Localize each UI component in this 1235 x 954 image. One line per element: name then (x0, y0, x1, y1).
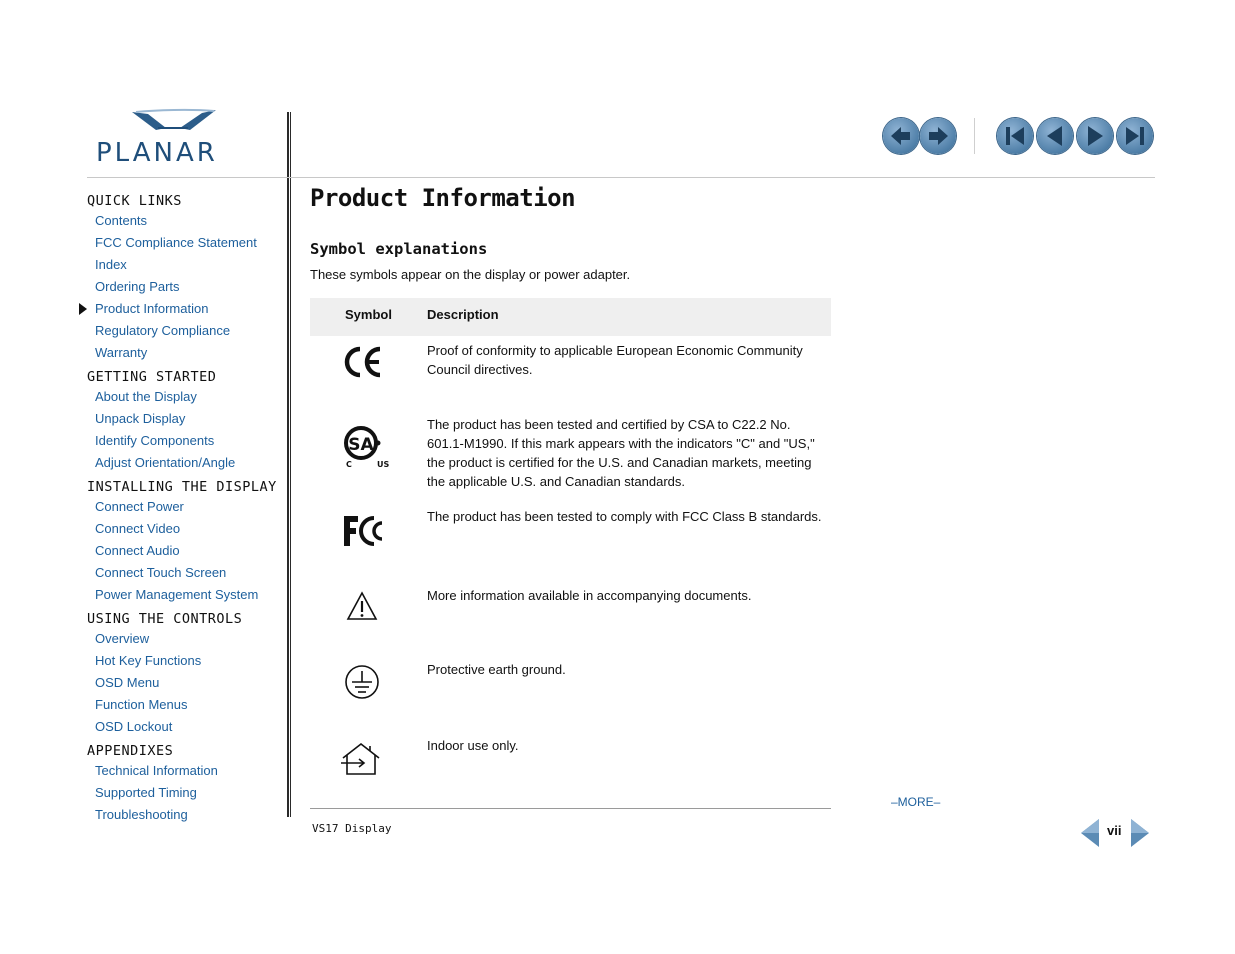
page-next-arrow-icon[interactable] (1130, 818, 1150, 848)
sidebar-link-label: Product Information (95, 301, 209, 316)
table-row-description: The product has been tested to comply with FCC Class B standards. (427, 509, 822, 524)
section-title: QUICK LINKS (87, 193, 182, 209)
ce-mark-icon (342, 345, 384, 379)
table-row-description: Proof of conformity to applicable European Economic Community Council directives. (427, 343, 803, 377)
table-row-description: Indoor use only. (427, 738, 519, 753)
sidebar (87, 192, 282, 830)
sidebar-link-identify-components[interactable]: Identify Components (95, 433, 215, 448)
table-row-description: The product has been tested and certified by CSA to C22.2 No. 601.1-M1990. If this mark appears with the indicators "C" and "US," the product is certified for the U.S. and Canadian markets, meeting the applicable U.S. and Canadian standards. (427, 417, 815, 489)
table-row-description: Protective earth ground. (427, 662, 566, 677)
table-bottom-rule (310, 808, 831, 809)
fcc-mark-icon (342, 514, 386, 548)
arrow-left-icon (883, 118, 919, 154)
sidebar-link-osd-lockout[interactable]: OSD Lockout (95, 719, 173, 734)
section-title: USING THE CONTROLS (87, 611, 243, 627)
indoor-house-icon (339, 741, 383, 777)
section-title: INSTALLING THE DISPLAY (87, 479, 277, 495)
earth-ground-icon (343, 664, 381, 700)
column-header-description: Description (427, 307, 499, 322)
csa-indicator-c: C (346, 460, 352, 469)
first-page-button[interactable] (997, 118, 1033, 154)
forward-button[interactable] (920, 118, 956, 154)
sidebar-link-function-menus[interactable]: Function Menus (95, 697, 188, 712)
controls-section (87, 610, 282, 738)
skip-last-icon (1117, 118, 1153, 154)
sidebar-link-technical-information[interactable]: Technical Information (95, 763, 218, 778)
sidebar-link-overview[interactable]: Overview (95, 631, 150, 646)
sidebar-link-adjust-orientation[interactable]: Adjust Orientation/Angle (95, 455, 236, 470)
quick-links-section (87, 192, 282, 364)
planar-logo-mark (96, 108, 250, 138)
next-page-button[interactable] (1077, 118, 1113, 154)
csa-mark-icon (340, 424, 392, 470)
csa-indicator-us: US (377, 460, 390, 469)
sidebar-link-fcc-compliance[interactable]: FCC Compliance Statement (95, 235, 257, 250)
more-link[interactable]: –MORE– (891, 795, 941, 809)
sidebar-link-power-management[interactable]: Power Management System (95, 587, 259, 602)
sidebar-link-connect-audio[interactable]: Connect Audio (95, 543, 180, 558)
triangle-left-icon (1037, 118, 1073, 154)
sidebar-link-regulatory-compliance[interactable]: Regulatory Compliance (95, 323, 231, 338)
section-heading: Symbol explanations (310, 240, 488, 258)
table-header (310, 298, 831, 336)
getting-started-section (87, 368, 282, 474)
back-button[interactable] (883, 118, 919, 154)
warning-triangle-icon (346, 591, 378, 621)
sidebar-link-index[interactable]: Index (95, 257, 127, 272)
current-page-marker-icon (79, 303, 87, 315)
section-title: APPENDIXES (87, 743, 174, 759)
document-name: VS17 Display (312, 822, 392, 835)
sidebar-link-troubleshooting[interactable]: Troubleshooting (95, 807, 188, 822)
sidebar-divider (287, 112, 289, 817)
sidebar-link-connect-touch-screen[interactable]: Connect Touch Screen (95, 565, 227, 580)
column-header-symbol: Symbol (345, 307, 392, 322)
sidebar-link-connect-power[interactable]: Connect Power (95, 499, 184, 514)
skip-first-icon (997, 118, 1033, 154)
intro-text: These symbols appear on the display or power adapter. (310, 267, 631, 282)
sidebar-link-product-information[interactable] (87, 298, 282, 320)
sidebar-divider-thin (290, 112, 291, 817)
nav-separator (974, 118, 975, 154)
page-number: vii (1107, 823, 1122, 838)
sidebar-link-warranty[interactable]: Warranty (95, 345, 148, 360)
section-title: GETTING STARTED (87, 369, 217, 385)
triangle-right-icon (1077, 118, 1113, 154)
sidebar-link-ordering-parts[interactable]: Ordering Parts (95, 279, 180, 294)
sidebar-link-osd-menu[interactable]: OSD Menu (95, 675, 160, 690)
sidebar-link-unpack-display[interactable]: Unpack Display (95, 411, 186, 426)
svg-text:SA: SA (348, 435, 374, 455)
page-prev-arrow-icon[interactable] (1080, 818, 1100, 848)
sidebar-link-contents[interactable]: Contents (95, 213, 148, 228)
page-title: Product Information (310, 184, 576, 212)
sidebar-link-supported-timing[interactable]: Supported Timing (95, 785, 197, 800)
previous-page-button[interactable] (1037, 118, 1073, 154)
planar-wordmark: PLANAR (96, 138, 218, 168)
table-row-description: More information available in accompanying documents. (427, 588, 752, 603)
last-page-button[interactable] (1117, 118, 1153, 154)
sidebar-link-about-display[interactable]: About the Display (95, 389, 197, 404)
header-divider (87, 177, 1155, 178)
installing-section (87, 478, 282, 606)
arrow-right-icon (920, 118, 956, 154)
planar-logo (96, 108, 250, 170)
sidebar-link-connect-video[interactable]: Connect Video (95, 521, 181, 536)
appendixes-section (87, 742, 282, 826)
sidebar-link-hot-key-functions[interactable]: Hot Key Functions (95, 653, 202, 668)
